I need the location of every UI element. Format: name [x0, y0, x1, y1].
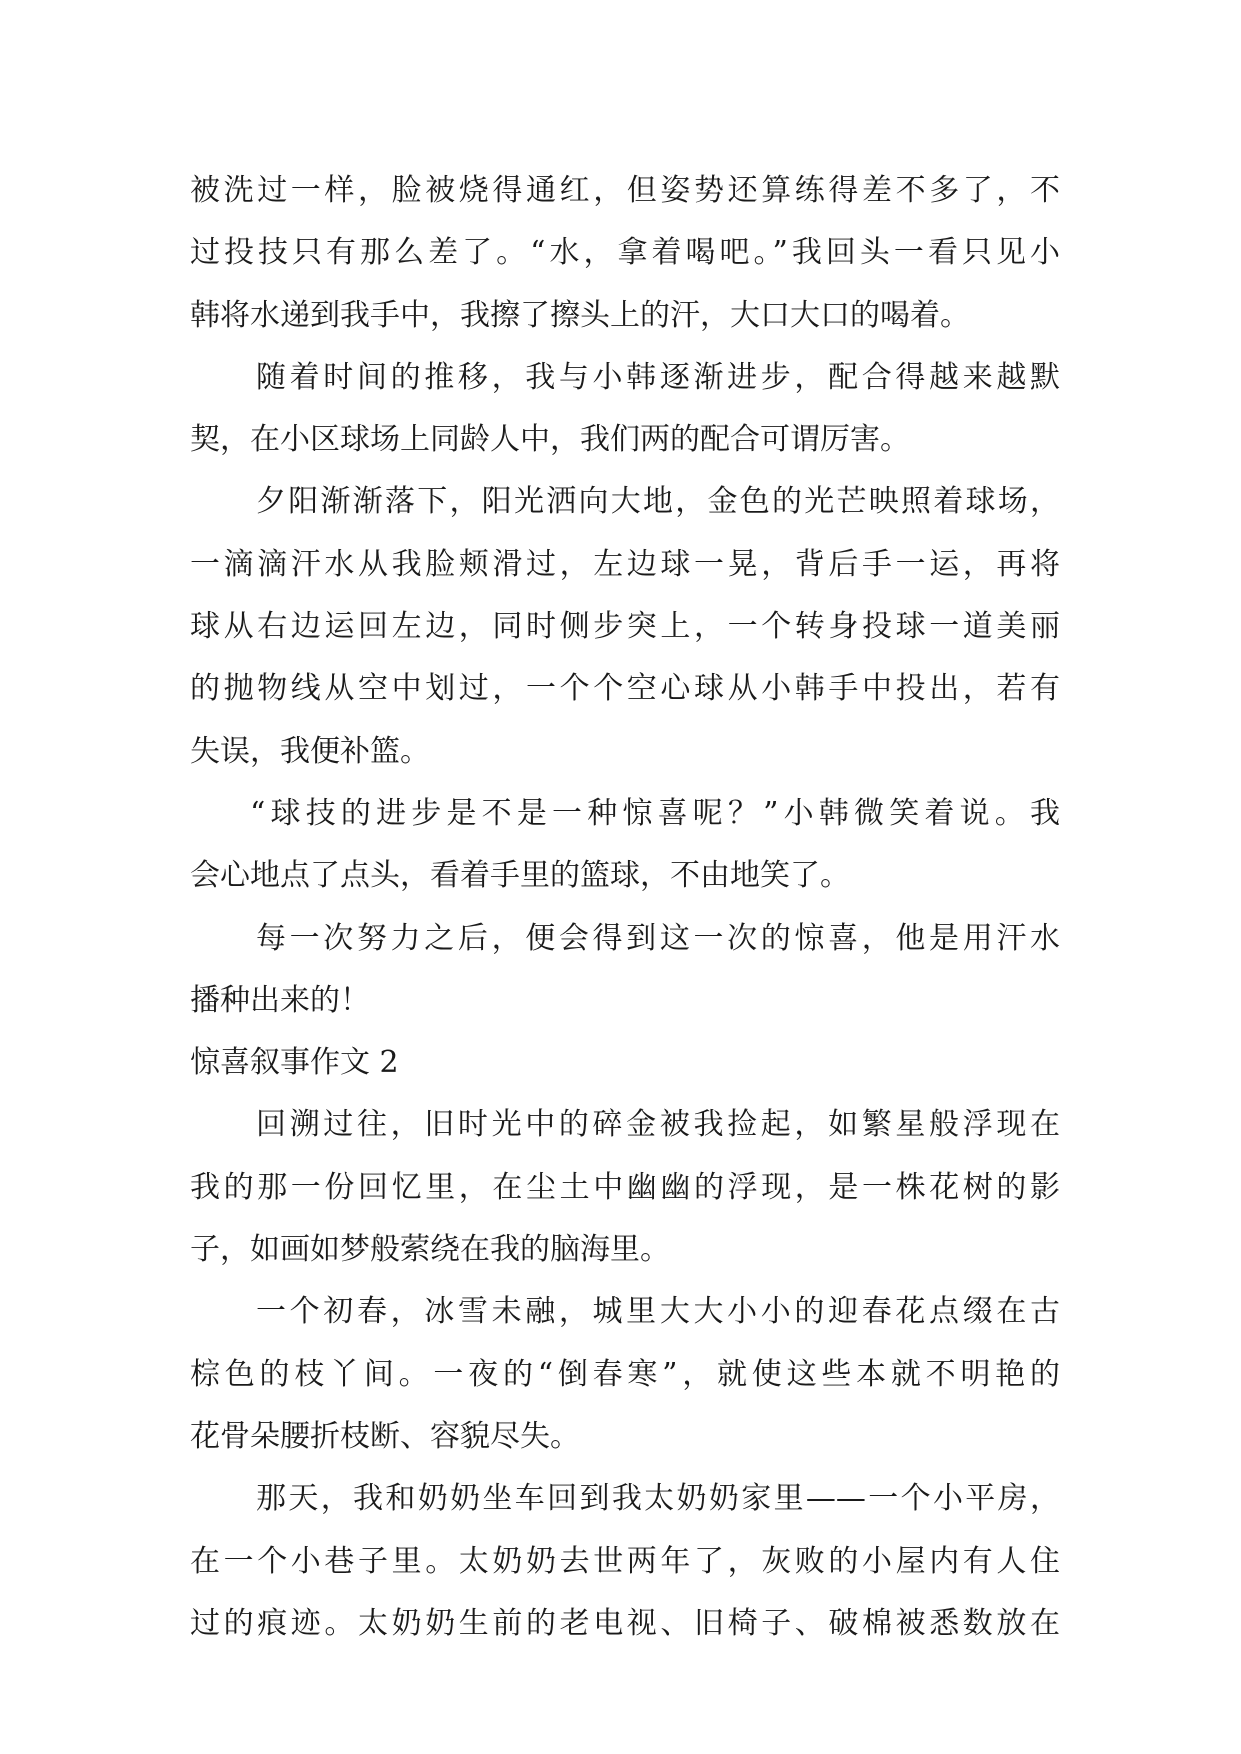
section-heading: 惊喜叙事作文 2	[190, 1045, 399, 1081]
text-line: 失误，我便补篮。	[190, 733, 430, 769]
text-line: 播种出来的！	[190, 982, 370, 1018]
text-line: 在一个小巷子里。太奶奶去世两年了，灰败的小屋内有人住	[190, 1543, 1060, 1579]
text-line: 随着时间的推移，我与小韩逐渐进步，配合得越来越默	[256, 359, 1060, 395]
text-line: 过投技只有那么差了。“水，拿着喝吧。”我回头一看只见小	[190, 235, 1060, 271]
text-line: 一个初春，冰雪未融，城里大大小小的迎春花点缀在古	[256, 1294, 1060, 1330]
text-line: 花骨朵腰折枝断、容貌尽失。	[190, 1418, 580, 1454]
text-line: 一滴滴汗水从我脸颊滑过，左边球一晃，背后手一运，再将	[190, 546, 1060, 582]
text-line: 的抛物线从空中划过，一个个空心球从小韩手中投出，若有	[190, 671, 1060, 707]
essay-body	[190, 160, 1060, 1655]
text-line: 那天，我和奶奶坐车回到我太奶奶家里——一个小平房，	[256, 1481, 1060, 1517]
text-line: 契，在小区球场上同龄人中，我们两的配合可谓厉害。	[190, 422, 910, 458]
text-line: 棕色的枝丫间。一夜的“倒春寒”，就使这些本就不明艳的	[190, 1356, 1060, 1392]
text-line: 会心地点了点头，看着手里的篮球，不由地笑了。	[190, 858, 850, 894]
text-line: 过的痕迹。太奶奶生前的老电视、旧椅子、破棉被悉数放在	[190, 1605, 1060, 1641]
text-line: 每一次努力之后，便会得到这一次的惊喜，他是用汗水	[256, 920, 1060, 956]
text-line: 夕阳渐渐落下，阳光洒向大地，金色的光芒映照着球场，	[256, 484, 1060, 520]
text-line: 回溯过往，旧时光中的碎金被我捡起，如繁星般浮现在	[256, 1107, 1060, 1143]
text-line: 韩将水递到我手中，我擦了擦头上的汗，大口大口的喝着。	[190, 297, 970, 333]
text-line: “球技的进步是不是一种惊喜呢？”小韩微笑着说。我	[250, 795, 1060, 831]
text-line: 被洗过一样，脸被烧得通红，但姿势还算练得差不多了，不	[190, 173, 1060, 208]
text-line: 我的那一份回忆里，在尘土中幽幽的浮现，是一株花树的影	[190, 1169, 1060, 1205]
text-line: 球从右边运回左边，同时侧步突上，一个转身投球一道美丽	[190, 609, 1060, 645]
text-line: 子，如画如梦般萦绕在我的脑海里。	[190, 1232, 670, 1268]
